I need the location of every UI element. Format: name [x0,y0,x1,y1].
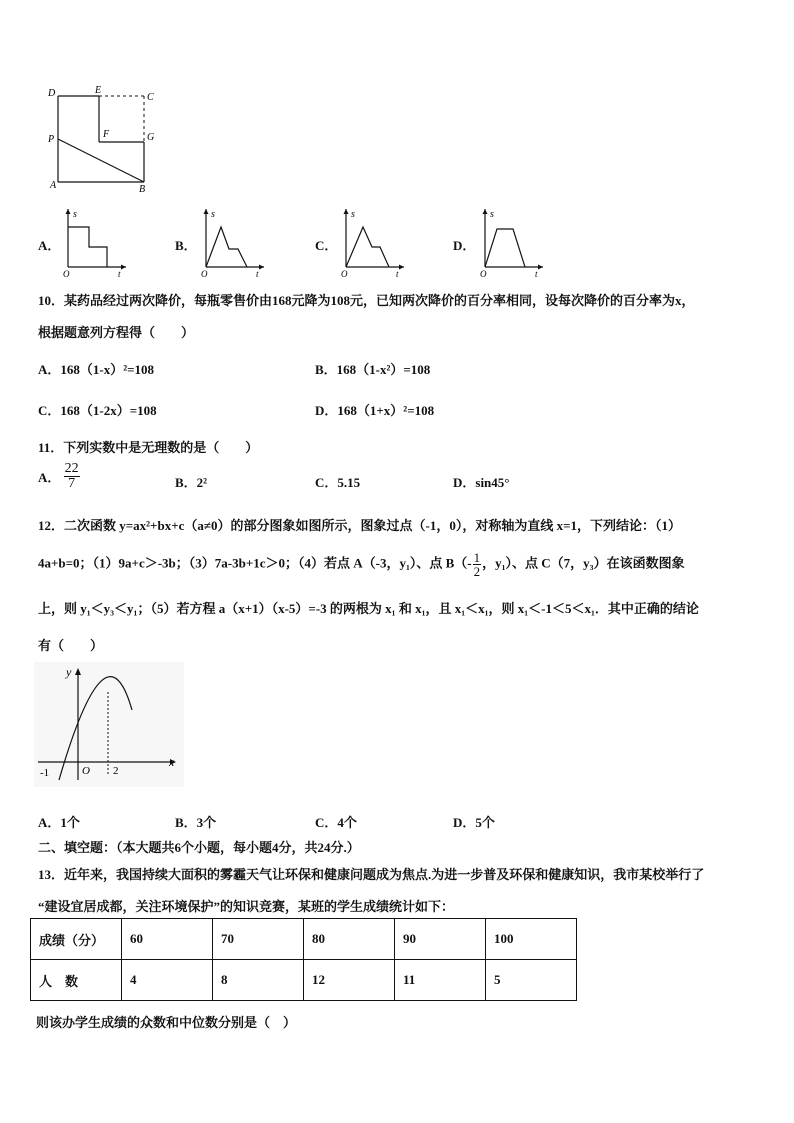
svg-text:s: s [490,209,494,220]
q9-option-b-letter: B． [175,238,197,253]
q10-option-d: D．168（1+x）²=108 [315,403,435,418]
q12-option-c: C．4个 [315,815,357,830]
q12-stem-line1: 12．二次函数 y=ax²+bx+c（a≠0）的部分图象如图所示，图象过点（-1，0），对称轴为直线 x=1，下列结论：（1） [38,518,681,533]
q13-score-table [30,918,577,1001]
q12-parabola-graph [34,662,184,787]
table-row [31,960,577,1001]
table-cell: 人 数 [31,960,122,1001]
label-D: D [48,88,56,99]
q13-stem-line2: “建设宜居成都，关注环境保护”的知识竞赛，某班的学生成绩统计如下： [38,899,455,914]
q9-option-a-letter: A． [38,238,61,253]
q12-option-d: D．5个 [453,815,495,830]
table-cell: 12 [304,960,395,1001]
q12-option-b: B．3个 [175,815,217,830]
q11-option-b: B．2² [175,475,208,490]
q9-square-figure [44,84,164,194]
graph-x-label: x [169,755,175,769]
q11-option-a: A． $\frac{22}{7}$ [38,461,79,491]
q9-option-c-graph [338,205,408,277]
label-A: A [50,180,57,191]
table-cell: 5 [486,960,577,1001]
svg-text:t: t [535,269,538,277]
table-cell: 90 [395,919,486,960]
table-cell: 成绩（分） [31,919,122,960]
table-cell: 60 [122,919,213,960]
table-cell: 100 [486,919,577,960]
table-cell: 80 [304,919,395,960]
graph-origin-label: O [82,765,90,777]
svg-text:O: O [341,269,348,277]
q12-option-a: A．1个 [38,815,80,830]
table-row [31,919,577,960]
q13-question: 则该办学生成绩的众数和中位数分别是（ ） [36,1015,297,1030]
table-cell: 11 [395,960,486,1001]
svg-text:s: s [73,209,77,220]
q10-option-b: B．168（1-x²）=108 [315,362,431,377]
graph-two-label: 2 [113,765,119,777]
svg-text:t: t [396,269,399,277]
q11-stem: 11．下列实数中是无理数的是（ ） [38,440,259,455]
svg-text:O: O [63,269,70,277]
graph-neg1-label: -1 [40,767,50,779]
q9-option-d-letter: D． [453,238,476,253]
label-B: B [139,184,146,194]
table-cell: 4 [122,960,213,1001]
table-cell: 8 [213,960,304,1001]
svg-text:t: t [118,269,121,277]
graph-y-label: y [66,665,72,679]
q10-option-a: A．168（1-x）²=108 [38,362,155,377]
q10-stem-line2: 根据题意列方程得（ ） [38,325,195,340]
q13-stem-line1: 13．近年来，我国持续大面积的雾霾天气让环保和健康问题成为焦点.为进一步普及环保和健康知识，我市某校举行了 [38,867,705,882]
label-C: C [147,92,154,103]
q9-option-b-graph [198,205,268,277]
svg-text:s: s [211,209,215,220]
q12-stem-line3: 上，则 y₁＜y₃＜y₁；（5）若方程 a（x+1）（x-5）=-3 的两根为 x₁ 和 x₁，且 x₁＜x₁，则 x₁＜-1＜5＜x₁．其中正确的结论 [38,601,699,616]
label-E: E [95,85,102,96]
q12-stem-line4: 有（ ） [38,638,104,653]
q12-stem-line2: 4a+b=0；（1）9a+c＞-3b；（3）7a-3b+1c＞0；（4）若点 A（-3，y₁）、点 B（- $\frac{1}{2}$ ，y₁）、点 C（7，y₃）在该函数图象 [38,550,685,579]
q10-option-c: C．168（1-2x）=108 [38,403,157,418]
q11-option-c: C．5.15 [315,475,361,490]
label-G: G [147,132,155,143]
q11-option-d: D．sin45° [453,475,510,490]
svg-text:t: t [256,269,259,277]
section2-heading: 二、填空题：（本大题共6个小题，每小题4分，共24分.） [38,840,360,855]
q9-option-c-letter: C． [315,238,338,253]
table-cell: 70 [213,919,304,960]
svg-text:s: s [351,209,355,220]
svg-text:O: O [201,269,208,277]
q10-stem-line1: 10．某药品经过两次降价，每瓶零售价由168元降为108元，已知两次降价的百分率相同，设每次降价的百分率为x， [38,293,695,308]
q9-option-a-graph [60,205,130,277]
svg-text:O: O [480,269,487,277]
label-F: F [103,129,110,140]
q9-option-d-graph [477,205,547,277]
label-P: P [48,134,55,145]
